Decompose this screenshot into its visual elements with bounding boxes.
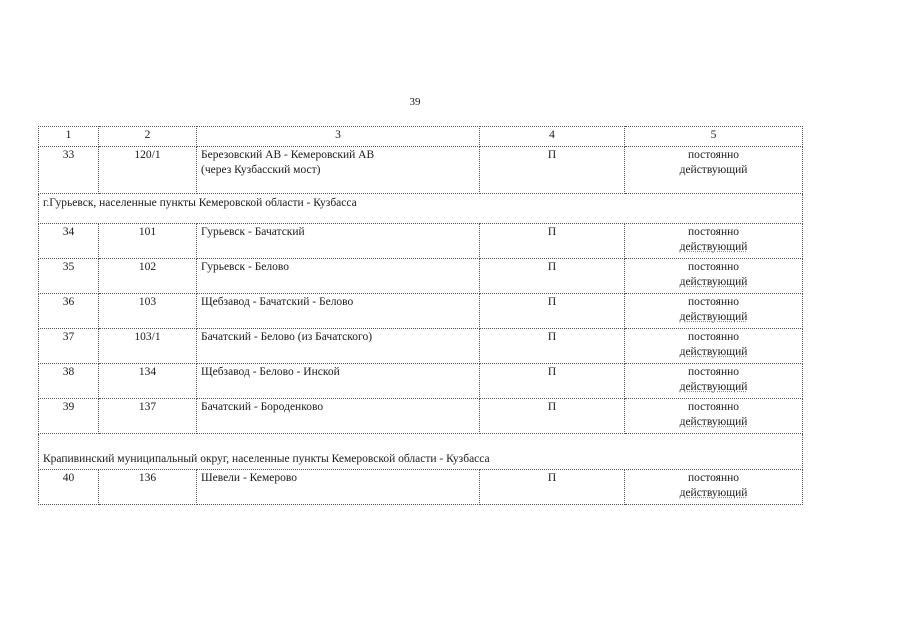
- route-number: 136: [99, 470, 197, 505]
- status-line: постоянно: [687, 401, 740, 413]
- route-type: П: [480, 147, 625, 194]
- route-type: П: [480, 224, 625, 259]
- status-line: действующий: [679, 487, 748, 499]
- route-name: Гурьевск - Белово: [197, 259, 480, 294]
- route-status: [625, 364, 803, 399]
- column-header: 2: [99, 127, 197, 147]
- route-number: 137: [99, 399, 197, 434]
- status-line: постоянно: [687, 149, 740, 161]
- status-line: постоянно: [687, 366, 740, 378]
- route-number: 103/1: [99, 329, 197, 364]
- route-status: [625, 329, 803, 364]
- table-header-row: [39, 127, 803, 147]
- section-heading: г.Гурьевск, населенные пункты Кемеровской области - Кузбасса: [39, 194, 803, 224]
- status-line: постоянно: [687, 261, 740, 273]
- section-row: [39, 194, 803, 224]
- route-status: [625, 399, 803, 434]
- column-header: 3: [197, 127, 480, 147]
- page-number: 39: [409, 96, 421, 108]
- route-type: П: [480, 329, 625, 364]
- route-name: [197, 147, 480, 194]
- status-line: действующий: [679, 241, 748, 253]
- status-line: действующий: [679, 164, 748, 176]
- status-line: постоянно: [687, 472, 740, 484]
- row-number: 40: [39, 470, 99, 505]
- status-line: действующий: [679, 346, 748, 358]
- route-status: [625, 224, 803, 259]
- route-name: Бачатский - Белово (из Бачатского): [197, 329, 480, 364]
- status-line: постоянно: [687, 296, 740, 308]
- status-line: постоянно: [687, 226, 740, 238]
- table-row: [39, 224, 803, 259]
- route-number: 120/1: [99, 147, 197, 194]
- row-number: 38: [39, 364, 99, 399]
- table-row: [39, 259, 803, 294]
- route-status: [625, 147, 803, 194]
- route-status: [625, 294, 803, 329]
- route-type: П: [480, 364, 625, 399]
- route-name: Шевели - Кемерово: [197, 470, 480, 505]
- route-number: 102: [99, 259, 197, 294]
- status-line: действующий: [679, 276, 748, 288]
- row-number: 34: [39, 224, 99, 259]
- section-heading: Крапивинский муниципальный округ, населенные пункты Кемеровской области - Кузбасса: [39, 434, 803, 470]
- route-number: 134: [99, 364, 197, 399]
- table-row: [39, 329, 803, 364]
- table-row: [39, 470, 803, 505]
- route-type: П: [480, 399, 625, 434]
- route-name: Бачатский - Бороденково: [197, 399, 480, 434]
- table-row: [39, 399, 803, 434]
- route-name: Гурьевск - Бачатский: [197, 224, 480, 259]
- route-type: П: [480, 294, 625, 329]
- row-number: 35: [39, 259, 99, 294]
- route-number: 103: [99, 294, 197, 329]
- route-name-line: Березовский АВ - Кемеровский АВ: [201, 149, 375, 161]
- status-line: действующий: [679, 311, 748, 323]
- column-header: 4: [480, 127, 625, 147]
- status-line: постоянно: [687, 331, 740, 343]
- table-row: [39, 294, 803, 329]
- route-status: [625, 259, 803, 294]
- route-name: Щебзавод - Бачатский - Белово: [197, 294, 480, 329]
- status-line: действующий: [679, 416, 748, 428]
- route-name: Щебзавод - Белово - Инской: [197, 364, 480, 399]
- route-number: 101: [99, 224, 197, 259]
- route-status: [625, 470, 803, 505]
- status-line: действующий: [679, 381, 748, 393]
- row-number: 36: [39, 294, 99, 329]
- route-type: П: [480, 470, 625, 505]
- routes-table: [38, 126, 803, 505]
- section-row: [39, 434, 803, 470]
- table-row: [39, 364, 803, 399]
- column-header: 1: [39, 127, 99, 147]
- table-row: [39, 147, 803, 194]
- row-number: 37: [39, 329, 99, 364]
- route-name-line: (через Кузбасский мост): [201, 164, 321, 176]
- column-header: 5: [625, 127, 803, 147]
- row-number: 33: [39, 147, 99, 194]
- row-number: 39: [39, 399, 99, 434]
- route-type: П: [480, 259, 625, 294]
